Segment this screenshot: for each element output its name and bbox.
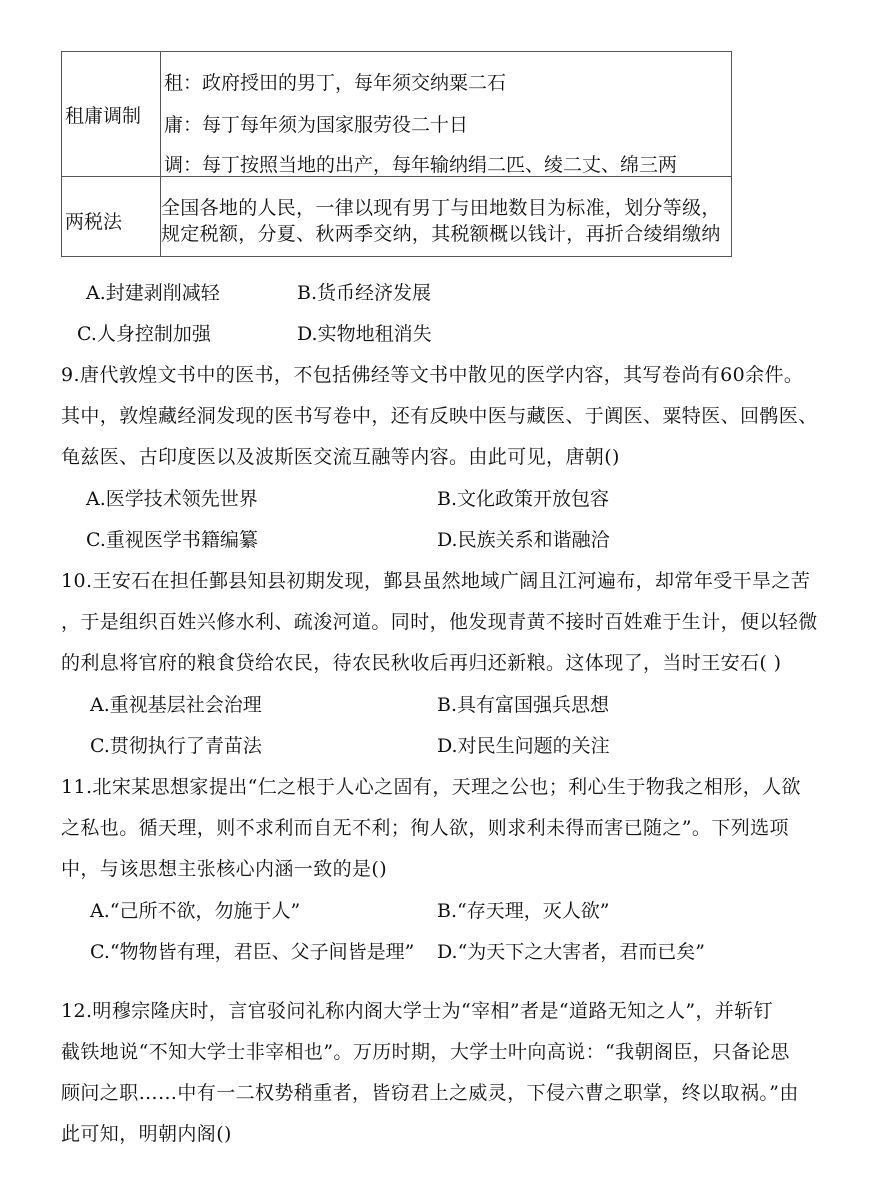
table-cell-item: 规定税额，分夏、秋两季交纳，其税额概以钱计，再折合绫绢缴纳	[161, 223, 721, 245]
q10-stem-line: 的利息将官府的粮食贷给农民，待农民秋收后再归还新粮。这体现了，当时王安石( )	[61, 652, 782, 674]
table-cell-item: 调：每丁按照当地的出产，每年输纳绢二匹、绫二丈、绵三两	[164, 154, 678, 176]
table-cell-item: 租：政府授田的男丁，每年须交纳粟二石	[164, 72, 507, 94]
q10-stem-line: ，于是组织百姓兴修水利、疏浚河道。同时，他发现青黄不接时百姓难于生计，便以轻微	[61, 611, 818, 633]
q10-option-c: C.贯彻执行了青苗法	[90, 735, 262, 757]
q10-stem-line: 10.王安石在担任鄞县知县初期发现，鄞县虽然地域广阔且江河遍布，却常年受干旱之苦	[61, 570, 811, 592]
q8-option-a: A.封建剥削减轻	[86, 282, 220, 304]
q9-stem-line: 9.唐代敦煌文书中的医书，不包括佛经等文书中散见的医学内容，其写卷尚有60余件。	[61, 364, 804, 386]
q12-stem-line: 此可知，明朝内阁()	[61, 1123, 232, 1145]
q11-option-d: D.“为天下之大害者，君而已矣”	[437, 941, 706, 963]
q11-option-a: A.“己所不欲，勿施于人”	[90, 900, 301, 922]
q12-stem-line: 截铁地说“不知大学士非宰相也”。万历时期，大学士叶向高说：“我朝阁臣，只备论思	[61, 1041, 790, 1063]
table-row-name-zuyongdiao: 租庸调制	[65, 105, 142, 127]
q11-option-b: B.“存天理，灭人欲”	[437, 900, 610, 922]
q11-option-c: C.“物物皆有理，君臣、父子间皆是理”	[90, 941, 415, 963]
q8-option-b: B.货币经济发展	[297, 282, 432, 304]
q9-stem-line: 龟兹医、古印度医以及波斯医交流互融等内容。由此可见，唐朝()	[61, 446, 620, 468]
tax-system-table	[61, 51, 732, 257]
q10-option-a: A.重视基层社会治理	[90, 694, 262, 716]
q9-option-a: A.医学技术领先世界	[86, 488, 258, 510]
q9-option-c: C.重视医学书籍编纂	[86, 529, 258, 551]
q11-stem-line: 中，与该思想主张核心内涵一致的是()	[61, 858, 388, 880]
table-cell-item: 庸：每丁每年须为国家服劳役二十日	[164, 114, 469, 136]
q9-option-d: D.民族关系和谐融洽	[437, 529, 610, 551]
q10-option-b: B.具有富国强兵思想	[437, 694, 610, 716]
q11-stem-line: 11.北宋某思想家提出“仁之根于人心之固有，天理之公也；利心生于物我之相形，人欲	[61, 776, 801, 798]
q9-stem-line: 其中，敦煌藏经洞发现的医书写卷中，还有反映中医与藏医、于阗医、粟特医、回鹘医、	[61, 405, 818, 427]
table-row-name-liangshuifa: 两税法	[65, 211, 123, 233]
q10-option-d: D.对民生问题的关注	[437, 735, 610, 757]
q9-option-b: B.文化政策开放包容	[437, 488, 610, 510]
q12-stem-line: 12.明穆宗隆庆时，言官驳问礼称内阁大学士为“宰相”者是“道路无知之人”，并斩钉	[61, 1000, 774, 1022]
q12-stem-line: 顾问之职……中有一二权势稍重者，皆窃君上之威灵，下侵六曹之职掌，终以取祸。”由	[61, 1082, 799, 1104]
q8-option-d: D.实物地租消失	[297, 323, 432, 345]
table-cell-item: 全国各地的人民，一律以现有男丁与田地数目为标准，划分等级，	[161, 197, 721, 219]
q11-stem-line: 之私也。循天理，则不求利而自无不利；徇人欲，则求利未得而害已随之”。下列选项	[61, 817, 789, 839]
q8-option-c: C.人身控制加强	[77, 323, 211, 345]
